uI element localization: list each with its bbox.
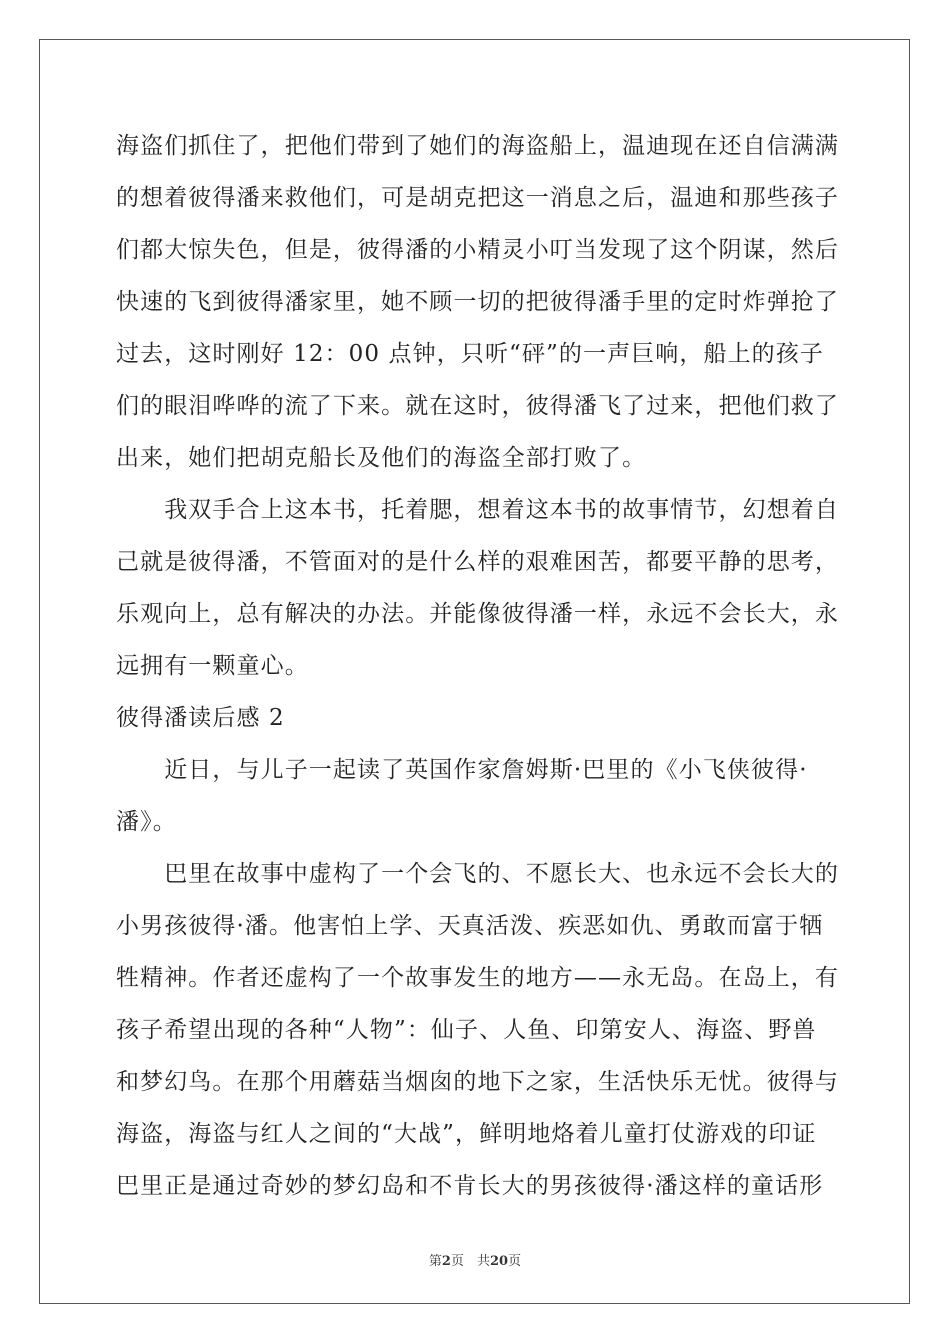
text-line: 的想着彼得潘来救他们，可是胡克把这一消息之后，温迪和那些孩子	[116, 185, 839, 211]
text-line: 出来，她们把胡克船长及他们的海盗全部打败了。	[116, 445, 647, 471]
section-heading: 彼得潘读后感 2	[116, 705, 285, 731]
text-line: 和梦幻鸟。在那个用蘑菇当烟囱的地下之家，生活快乐无忧。彼得与	[116, 1069, 839, 1095]
text-line: 过去，这时刚好 12：00 点钟，只听“砰”的一声巨响，船上的孩子	[116, 341, 824, 367]
text-line: 们都大惊失色，但是，彼得潘的小精灵小叮当发现了这个阴谋，然后	[116, 237, 839, 263]
footer-prefix: 第	[428, 1254, 442, 1269]
text-line: 潘》。	[116, 809, 177, 835]
text-line: 牲精神。作者还虚构了一个故事发生的地方——永无岛。在岛上，有	[116, 965, 839, 991]
footer-middle: 页 共	[450, 1254, 490, 1269]
text-line: 我双手合上这本书，托着腮，想着这本书的故事情节，幻想着自	[116, 497, 839, 523]
footer-suffix: 页	[508, 1254, 522, 1269]
text-line: 们的眼泪哗哗的流了下来。就在这时，彼得潘飞了过来，把他们救了	[116, 393, 839, 419]
text-line: 远拥有一颗童心。	[116, 653, 309, 679]
text-line: 快速的飞到彼得潘家里，她不顾一切的把彼得潘手里的定时炸弹抢了	[116, 289, 839, 315]
page-footer	[0, 1250, 950, 1269]
text-line: 己就是彼得潘，不管面对的是什么样的艰难困苦，都要平静的思考，	[116, 549, 839, 575]
text-line: 小男孩彼得·潘。他害怕上学、天真活泼、疾恶如仇、勇敢而富于牺	[116, 913, 824, 939]
total-page-count: 20	[489, 1254, 509, 1269]
text-line: 孩子希望出现的各种“人物”：仙子、人鱼、印第安人、海盗、野兽	[116, 1017, 817, 1043]
text-line: 巴里正是通过奇妙的梦幻岛和不肯长大的男孩彼得·潘这样的童话形	[116, 1173, 824, 1199]
text-line: 近日，与儿子一起读了英国作家詹姆斯·巴里的《小飞侠彼得·	[116, 757, 808, 783]
text-line: 乐观向上，总有解决的办法。并能像彼得潘一样，永远不会长大，永	[116, 601, 839, 627]
text-line: 巴里在故事中虚构了一个会飞的、不愿长大、也永远不会长大的	[116, 861, 839, 887]
text-line: 海盗，海盗与红人之间的“大战”，鲜明地烙着儿童打仗游戏的印证	[116, 1121, 817, 1147]
current-page-number: 2	[441, 1254, 451, 1269]
text-line: 海盗们抓住了，把他们带到了她们的海盗船上，温迪现在还自信满满	[116, 133, 839, 159]
